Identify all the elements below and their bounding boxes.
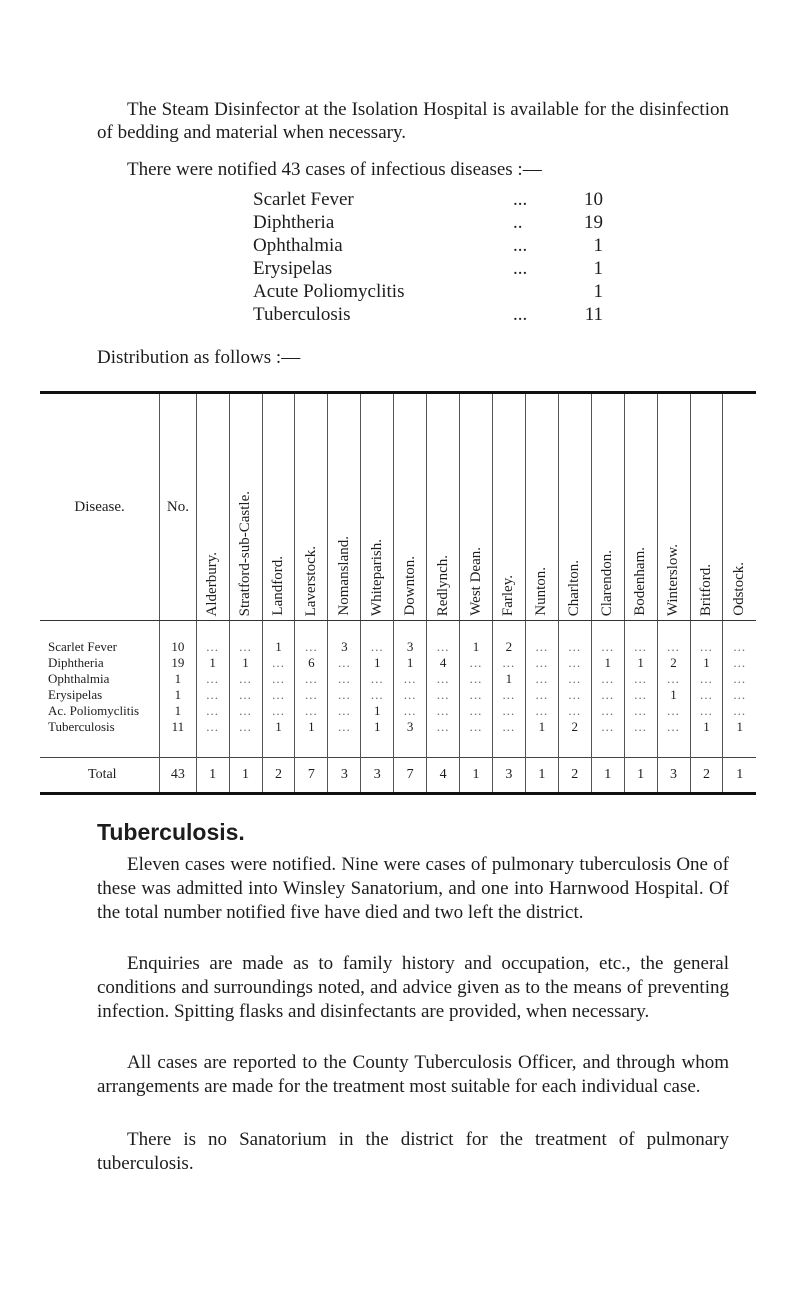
- row-disease-label: Ac. Poliomyclitis: [48, 703, 139, 718]
- table-cell: 1: [624, 758, 657, 794]
- place-column-header: [657, 393, 690, 621]
- number-column-header: No.: [160, 393, 197, 621]
- table-cell: ...: [295, 703, 328, 719]
- table-cell: 1: [624, 655, 657, 671]
- disease-summary-row: [253, 188, 603, 211]
- table-cell: ...: [460, 671, 493, 687]
- table-cell: 2: [558, 758, 591, 794]
- table-cell: ...: [196, 719, 229, 758]
- place-name: Britford.: [697, 563, 714, 616]
- place-column-header: [196, 393, 229, 621]
- table-cell: ...: [558, 655, 591, 671]
- tuberculosis-paragraph-2: Enquiries are made as to family history and occupation, etc., the general conditions and surroundings noted, and advice given as to the means of preventing infection. Spitting flasks and disinfectants are provided, when necessary.: [97, 953, 729, 1022]
- table-cell: ...: [427, 671, 460, 687]
- table-cell: 3: [492, 758, 525, 794]
- row-number-cell: 19: [160, 655, 197, 671]
- table-cell: 2: [657, 655, 690, 671]
- place-name: Charlton.: [566, 559, 583, 616]
- row-number-cell: 1: [160, 671, 197, 687]
- table-cell: 4: [427, 758, 460, 794]
- row-disease-label: Diphtheria: [48, 655, 104, 670]
- disease-name: Tuberculosis: [253, 304, 351, 325]
- table-cell: ...: [525, 655, 558, 671]
- table-cell: ...: [427, 621, 460, 656]
- row-disease-label: Erysipelas: [48, 687, 103, 702]
- table-cell: ...: [262, 655, 295, 671]
- table-cell: ...: [196, 703, 229, 719]
- disease-count: 19: [584, 212, 603, 233]
- table-cell: 4: [427, 655, 460, 671]
- table-cell: ...: [492, 703, 525, 719]
- table-cell: ...: [525, 621, 558, 656]
- place-name: Downton.: [401, 556, 418, 616]
- table-cell: 3: [394, 719, 427, 758]
- table-cell: ...: [361, 621, 394, 656]
- table-cell: 7: [394, 758, 427, 794]
- table-cell: ...: [591, 703, 624, 719]
- table-cell: 1: [361, 655, 394, 671]
- distribution-table-container: [40, 391, 756, 795]
- table-cell: ...: [361, 687, 394, 703]
- table-cell: ...: [492, 719, 525, 758]
- row-number-cell: 11: [160, 719, 197, 758]
- table-cell: ...: [427, 703, 460, 719]
- table-cell: ...: [624, 719, 657, 758]
- table-cell: ...: [229, 621, 262, 656]
- place-name: Winterslow.: [665, 543, 682, 616]
- disease-name: Erysipelas: [253, 258, 333, 279]
- tuberculosis-paragraph-1: Eleven cases were notified. Nine were cases of pulmonary tuberculosis One of these was admitted into Winsley Sanatorium, and one into Harnwood Hospital. Of the total number notified five have died and two left the district.: [97, 854, 729, 923]
- table-cell: ...: [262, 671, 295, 687]
- table-cell: 1: [591, 655, 624, 671]
- table-cell: ...: [328, 655, 361, 671]
- disease-count: 11: [584, 304, 603, 325]
- table-cell: 3: [328, 758, 361, 794]
- table-cell: ...: [723, 671, 756, 687]
- table-row: [40, 703, 756, 719]
- table-cell: ...: [591, 687, 624, 703]
- table-cell: 3: [394, 621, 427, 656]
- table-cell: 3: [361, 758, 394, 794]
- row-disease-label: Scarlet Fever: [48, 639, 117, 654]
- table-cell: ...: [558, 703, 591, 719]
- table-cell: ...: [591, 671, 624, 687]
- table-cell: 1: [361, 719, 394, 758]
- disease-count: 1: [593, 281, 603, 302]
- table-cell: 1: [196, 758, 229, 794]
- table-cell: ...: [657, 671, 690, 687]
- table-cell: ...: [690, 703, 723, 719]
- place-column-header: [492, 393, 525, 621]
- tuberculosis-heading: Tuberculosis.: [97, 819, 245, 845]
- place-name: Odstock.: [731, 562, 748, 616]
- table-row: [40, 758, 756, 794]
- place-column-header: [723, 393, 756, 621]
- table-cell: ...: [657, 621, 690, 656]
- table-cell: ...: [492, 655, 525, 671]
- table-cell: 1: [394, 655, 427, 671]
- place-column-header: [591, 393, 624, 621]
- place-name: Nunton.: [533, 567, 550, 616]
- disease-summary-row: [253, 257, 603, 280]
- table-cell: ...: [229, 687, 262, 703]
- table-cell: ...: [525, 687, 558, 703]
- place-column-header: [624, 393, 657, 621]
- place-column-header: [262, 393, 295, 621]
- table-cell: 1: [723, 758, 756, 794]
- table-cell: 1: [690, 719, 723, 758]
- place-column-header: [427, 393, 460, 621]
- table-cell: ...: [690, 671, 723, 687]
- table-cell: ...: [624, 687, 657, 703]
- table-cell: ...: [328, 671, 361, 687]
- table-cell: ...: [328, 703, 361, 719]
- table-cell: ...: [723, 703, 756, 719]
- table-cell: 1: [591, 758, 624, 794]
- table-row: [40, 687, 756, 703]
- row-disease-label: Ophthalmia: [48, 671, 110, 686]
- distribution-label: Distribution as follows :—: [97, 347, 301, 368]
- table-cell: 6: [295, 655, 328, 671]
- table-cell: 2: [492, 621, 525, 656]
- place-name: West Dean.: [467, 547, 484, 616]
- row-disease-label: Tuberculosis: [48, 719, 115, 734]
- disease-name: Acute Poliomyclitis: [253, 281, 405, 302]
- leader-dots: ...: [513, 235, 528, 256]
- table-cell: ...: [460, 687, 493, 703]
- leader-dots: ...: [513, 258, 528, 279]
- table-cell: ...: [229, 671, 262, 687]
- place-column-header: [394, 393, 427, 621]
- table-row: [40, 621, 756, 656]
- table-cell: ...: [690, 687, 723, 703]
- place-column-header: [558, 393, 591, 621]
- table-cell: 1: [492, 671, 525, 687]
- table-header-row: [40, 393, 756, 621]
- place-column-header: [295, 393, 328, 621]
- table-cell: ...: [624, 703, 657, 719]
- row-number-cell: 1: [160, 687, 197, 703]
- table-cell: ...: [262, 687, 295, 703]
- disease-count: 1: [593, 235, 603, 256]
- place-column-header: [460, 393, 493, 621]
- place-name: Landford.: [269, 556, 286, 616]
- disease-summary-row: [253, 234, 603, 257]
- row-disease-label: Total: [40, 758, 160, 794]
- place-name: Alderbury.: [204, 551, 221, 616]
- table-cell: 3: [328, 621, 361, 656]
- place-name: Laverstock.: [302, 545, 319, 616]
- table-cell: ...: [460, 703, 493, 719]
- table-cell: 2: [558, 719, 591, 758]
- table-cell: ...: [558, 621, 591, 656]
- table-cell: ...: [591, 621, 624, 656]
- table-cell: 1: [690, 655, 723, 671]
- table-cell: ...: [427, 719, 460, 758]
- table-cell: ...: [558, 671, 591, 687]
- disease-name: Diphtheria: [253, 212, 335, 233]
- table-cell: 1: [262, 719, 295, 758]
- place-name: Bodenham.: [632, 547, 649, 616]
- place-name: Stratford-sub-Castle.: [237, 490, 254, 616]
- table-cell: ...: [295, 687, 328, 703]
- table-cell: ...: [624, 621, 657, 656]
- table-cell: ...: [591, 719, 624, 758]
- table-cell: ...: [624, 671, 657, 687]
- tuberculosis-paragraph-4: There is no Sanatorium in the district for the treatment of pulmonary tuberculosis.: [97, 1129, 729, 1174]
- table-cell: 1: [295, 719, 328, 758]
- table-cell: ...: [295, 671, 328, 687]
- place-column-header: [690, 393, 723, 621]
- table-body: [40, 621, 756, 794]
- table-cell: ...: [657, 703, 690, 719]
- table-cell: ...: [196, 671, 229, 687]
- notified-sentence: There were notified 43 cases of infectious diseases :—: [127, 159, 542, 180]
- table-cell: ...: [525, 671, 558, 687]
- table-cell: 1: [196, 655, 229, 671]
- disease-count: 10: [584, 189, 603, 210]
- table-cell: 1: [229, 758, 262, 794]
- table-cell: 1: [460, 758, 493, 794]
- table-cell: 1: [657, 687, 690, 703]
- table-cell: ...: [427, 687, 460, 703]
- table-cell: ...: [492, 687, 525, 703]
- place-column-header: [525, 393, 558, 621]
- disease-column-header: Disease.: [40, 393, 160, 621]
- table-cell: ...: [460, 655, 493, 671]
- place-column-header: [361, 393, 394, 621]
- table-cell: ...: [196, 687, 229, 703]
- table-cell: ...: [262, 703, 295, 719]
- table-cell: ...: [657, 719, 690, 758]
- table-cell: ...: [558, 687, 591, 703]
- table-cell: ...: [295, 621, 328, 656]
- table-cell: 7: [295, 758, 328, 794]
- disease-count: 1: [593, 258, 603, 279]
- table-cell: ...: [723, 655, 756, 671]
- place-column-header: [328, 393, 361, 621]
- table-cell: 1: [460, 621, 493, 656]
- table-cell: ...: [361, 671, 394, 687]
- table-cell: ...: [723, 621, 756, 656]
- place-name: Clarendon.: [599, 549, 616, 616]
- place-name: Redlynch.: [434, 554, 451, 616]
- table-cell: 1: [525, 758, 558, 794]
- table-cell: 1: [361, 703, 394, 719]
- place-name: Farley.: [500, 574, 517, 616]
- table-cell: ...: [394, 703, 427, 719]
- table-cell: ...: [229, 719, 262, 758]
- table-cell: 2: [262, 758, 295, 794]
- place-name: Nomansland.: [335, 536, 352, 616]
- table-cell: ...: [328, 719, 361, 758]
- row-number-cell: 43: [160, 758, 197, 794]
- table-cell: 1: [525, 719, 558, 758]
- leader-dots: ...: [513, 189, 528, 210]
- table-row: [40, 671, 756, 687]
- leader-dots: ...: [513, 304, 528, 325]
- disease-name: Scarlet Fever: [253, 189, 354, 210]
- table-cell: ...: [525, 703, 558, 719]
- leader-dots: ..: [513, 212, 523, 233]
- table-cell: ...: [328, 687, 361, 703]
- table-cell: ...: [690, 621, 723, 656]
- table-row: [40, 655, 756, 671]
- leader-dots: [513, 280, 563, 303]
- disease-summary-row: [253, 280, 603, 303]
- table-cell: 2: [690, 758, 723, 794]
- tuberculosis-paragraph-3: All cases are reported to the County Tuberculosis Officer, and through whom arrangements are made for the treatment most suitable for each individual case.: [97, 1052, 729, 1097]
- row-number-cell: 10: [160, 621, 197, 656]
- table-cell: ...: [394, 671, 427, 687]
- table-cell: ...: [723, 687, 756, 703]
- table-cell: ...: [394, 687, 427, 703]
- table-cell: 1: [262, 621, 295, 656]
- table-cell: 1: [229, 655, 262, 671]
- disease-name: Ophthalmia: [253, 235, 343, 256]
- disease-summary-row: [253, 211, 603, 234]
- intro-paragraph: The Steam Disinfector at the Isolation Hospital is available for the disinfection of bedding and material when necessary.: [97, 99, 729, 143]
- table-cell: ...: [460, 719, 493, 758]
- table-cell: ...: [229, 703, 262, 719]
- place-column-header: [229, 393, 262, 621]
- table-cell: 1: [723, 719, 756, 758]
- place-name: Whiteparish.: [368, 538, 385, 616]
- disease-summary-row: [253, 303, 603, 326]
- table-cell: ...: [196, 621, 229, 656]
- distribution-table: [40, 391, 756, 795]
- table-row: [40, 719, 756, 758]
- row-number-cell: 1: [160, 703, 197, 719]
- table-cell: 3: [657, 758, 690, 794]
- disease-summary-list: [253, 188, 603, 326]
